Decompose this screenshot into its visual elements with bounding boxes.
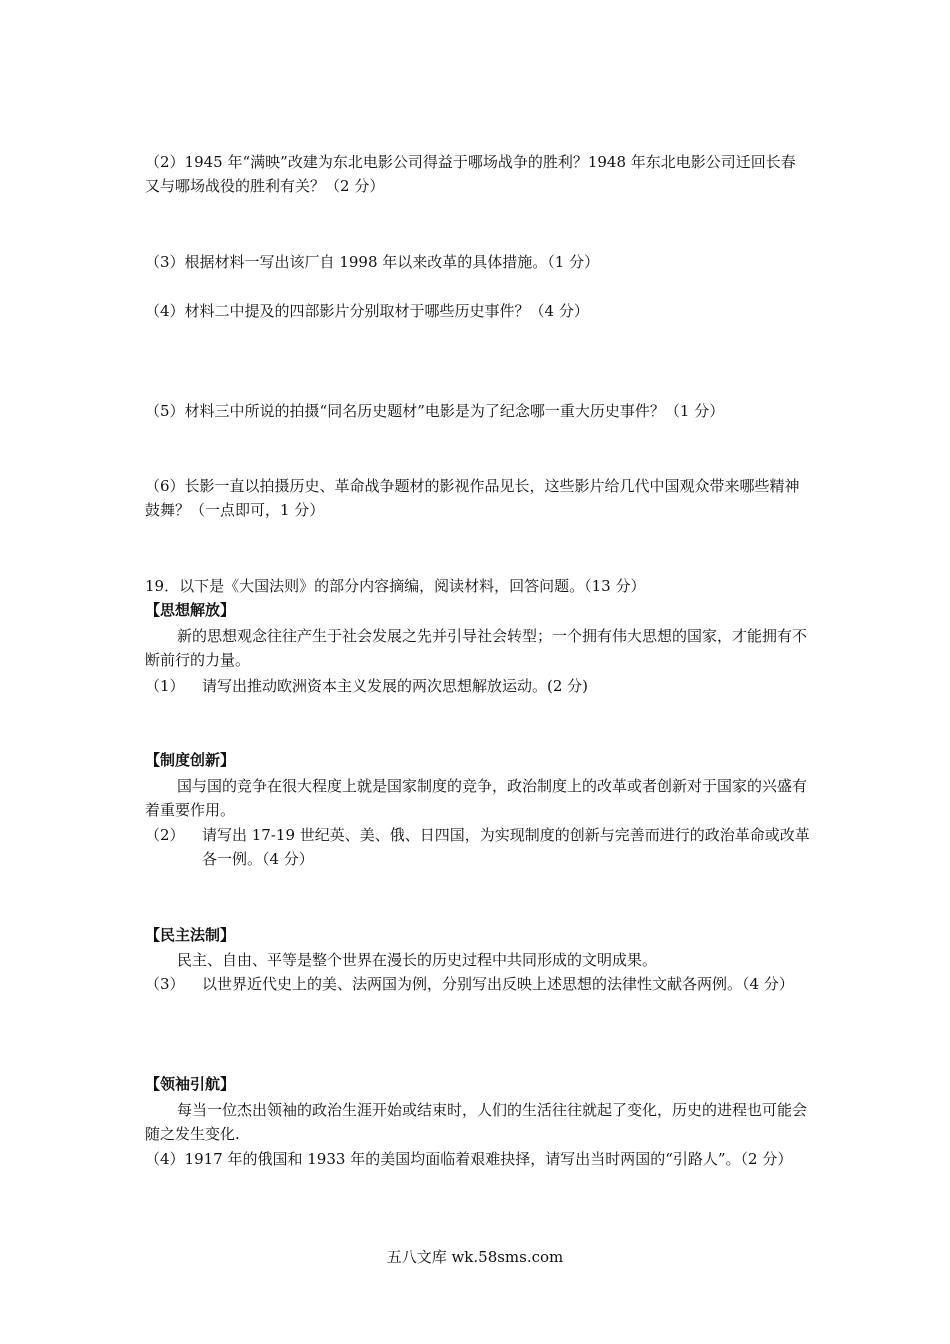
question-19-2: [145, 823, 810, 871]
page-footer: 五八文库 wk.58sms.com: [386, 1248, 564, 1266]
question-19-intro: 19．以下是《大国法则》的部分内容摘编，阅读材料，回答问题。（13 分）: [145, 577, 646, 595]
question-number: （2）: [145, 826, 185, 844]
question-18-4: （4）材料二中提及的四部影片分别取材于哪些历史事件？（4 分）: [145, 302, 589, 320]
question-18-5: （5）材料三中所说的拍摄“同名历史题材”电影是为了纪念哪一重大历史事件？（1 分）: [145, 402, 725, 420]
section-text-thought-liberation: 新的思想观念往往产生于社会发展之先并引导社会转型；一个拥有伟大思想的国家，才能拥有不断前行的力量。: [145, 627, 808, 669]
section-heading-democracy-law: 【民主法制】: [145, 926, 236, 944]
section-heading-institutional-innovation: 【制度创新】: [145, 751, 236, 769]
question-18-3: （3）根据材料一写出该厂自 1998 年以来改革的具体措施。（1 分）: [145, 253, 600, 271]
question-text: 以世界近代史上的美、法两国为例，分别写出反映上述思想的法律性文献各两例。（4 分）: [202, 975, 794, 993]
question-18-2: （2）1945 年“满映”改建为东北电影公司得益于哪场战争的胜利？1948 年东北电影公司迁回长春又与哪场战役的胜利有关？（2 分）: [145, 153, 796, 195]
section-heading-leader-guidance: 【领袖引航】: [145, 1075, 236, 1093]
question-18-6: （6）长影一直以拍摄历史、革命战争题材的影视作品见长，这些影片给几代中国观众带来哪些精神鼓舞？（一点即可，1 分）: [145, 477, 800, 519]
question-number: （1）: [145, 677, 185, 695]
question-text: 请写出 17-19 世纪英、美、俄、日四国，为实现制度的创新与完善而进行的政治革命或改革各一例。（4 分）: [202, 826, 810, 868]
question-19-3: [145, 972, 810, 996]
question-19-4: （4）1917 年的俄国和 1933 年的美国均面临着艰难抉择，请写出当时两国的“引路人”。（2 分）: [145, 1150, 793, 1168]
question-19-1: [145, 674, 810, 698]
section-text-leader-guidance: 每当一位杰出领袖的政治生涯开始或结束时，人们的生活往往就起了变化，历史的进程也可能会随之发生变化.: [145, 1101, 808, 1143]
section-text-institutional-innovation: 国与国的竞争在很大程度上就是国家制度的竞争，政治制度上的改革或者创新对于国家的兴盛有着重要作用。: [145, 777, 808, 819]
question-number: （3）: [145, 975, 185, 993]
section-heading-thought-liberation: 【思想解放】: [145, 601, 236, 619]
section-text-democracy-law: 民主、自由、平等是整个世界在漫长的历史过程中共同形成的文明成果。: [177, 951, 658, 969]
question-text: 请写出推动欧洲资本主义发展的两次思想解放运动。(2 分): [202, 677, 589, 695]
